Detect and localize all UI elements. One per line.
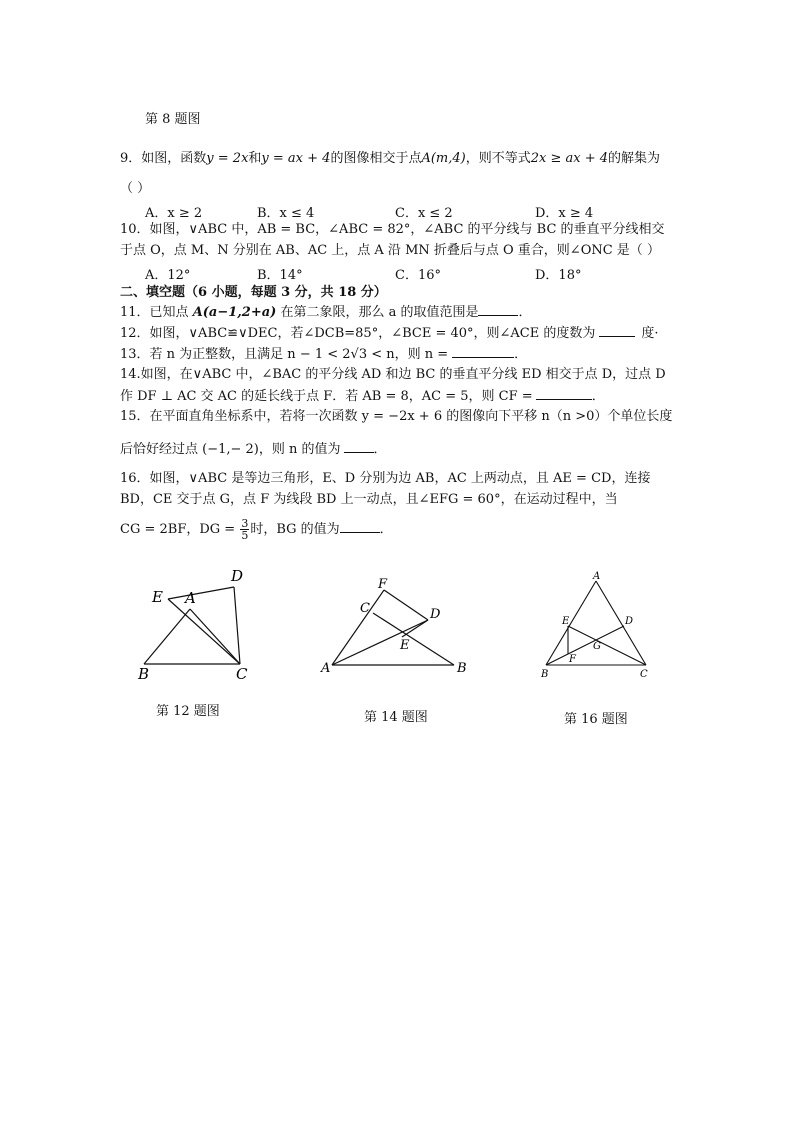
q16-blank[interactable] — [340, 520, 380, 533]
fig14-label-c: C — [360, 601, 370, 616]
q16-line1: 16．如图，∨ABC 是等边三角形，E、D 分别为边 AB，AC 上两动点，且 AE = CD，连接 — [120, 471, 651, 486]
fig14-label-a: A — [321, 661, 331, 676]
fig12-caption: 第 12 题图 — [156, 704, 220, 719]
fig14-seg-ad — [332, 620, 428, 665]
fig16-caption: 第 16 题图 — [564, 712, 628, 727]
fig16-label-f: F — [569, 654, 576, 665]
fig12-seg-ac — [190, 609, 240, 664]
fig12-label-e: E — [152, 588, 163, 606]
q10-choice-c: C．16° — [395, 268, 441, 283]
q13-blank[interactable] — [452, 345, 514, 358]
q12: 12．如图，∨ABC≌∨DEC，若∠DCB=85°，∠BCE = 40°，则∠ACE 的度数为 度· — [120, 326, 659, 341]
fig14-seg-cb — [373, 613, 454, 665]
q10-choice-d: D．18° — [535, 268, 582, 283]
q16-fraction: $\frac{3}{5}$ — [241, 517, 249, 542]
q9-choice-b: B．x ≤ 4 — [257, 206, 315, 221]
fig16-label-e: E — [562, 616, 570, 627]
q13: 13．若 n 为正整数，且满足 n − 1 < 2√3 < n，则 n = ． — [120, 347, 528, 362]
fig12-seg-ec — [168, 599, 240, 664]
q10-choice-b: B．14° — [257, 268, 303, 283]
fig12-label-a: A — [185, 589, 196, 607]
fig12-label-d: D — [231, 567, 244, 585]
section2-heading: 二、填空题（6 小题，每题 3 分，共 18 分） — [120, 285, 387, 300]
q12-blank[interactable] — [599, 324, 635, 337]
q15-line2: 后恰好经过点 (−1,− 2)，则 n 的值为 ． — [120, 442, 387, 457]
q14-line2: 作 DF ⊥ AC 交 AC 的延长线于点 F．若 AB = 8，AC = 5，则 CF = ． — [120, 389, 605, 404]
fig14-caption: 第 14 题图 — [364, 710, 428, 725]
q16-line2: BD，CE 交于点 G，点 F 为线段 BD 上一动点，且∠EFG = 60°，在运动过程中，当 — [120, 492, 618, 507]
q11-blank[interactable] — [478, 303, 518, 316]
fig14-label-d: D — [430, 607, 441, 622]
fig16-label-a: A — [593, 571, 601, 582]
q9-choice-c: C．x ≤ 2 — [395, 206, 453, 221]
q9-choice-d: D．x ≥ 4 — [535, 206, 594, 221]
q15-blank[interactable] — [344, 440, 374, 453]
fig14-seg-fd — [384, 590, 428, 620]
fig16-label-c: C — [640, 669, 648, 680]
fig16-diagram — [536, 565, 656, 680]
fig12-label-c: C — [236, 665, 248, 683]
q16-line3: CG = 2BF，DG = $\frac{3}{5}$ 时，BG 的值为 ． — [120, 517, 393, 542]
q11: 11．已知点 A(a−1,2+a) 在第二象限，那么 a 的取值范围是 ． — [120, 305, 532, 320]
fig12-diagram — [130, 565, 260, 683]
fig14-label-e: E — [400, 638, 410, 653]
q9-stem: 9．如图，函数y = 2x和y = ax + 4的图像相交于点A(m,4)，则不等式2x ≥ ax + 4的解集为 — [120, 151, 661, 166]
fig12-seg-ba — [144, 609, 190, 664]
fig12-seg-dc — [234, 587, 240, 664]
fig14-seg-af — [332, 590, 384, 665]
q9-choice-a: A．x ≥ 2 — [145, 206, 203, 221]
fig14-label-f: F — [378, 577, 388, 592]
q9-answer-paren: （ ） — [120, 181, 151, 196]
fig8-caption: 第 8 题图 — [145, 112, 201, 127]
fig14-label-b: B — [457, 661, 467, 676]
q15-line1: 15．在平面直角坐标系中，若将一次函数 y = −2x + 6 的图像向下平移 n（n >0）个单位长度 — [120, 409, 673, 424]
fig12-seg-ed — [168, 587, 234, 599]
fig16-label-b: B — [541, 669, 549, 680]
q10-line1: 10．如图，∨ABC 中，AB = BC，∠ABC = 82°，∠ABC 的平分线与 BC 的垂直平分线相交 — [120, 222, 665, 237]
q14-line1: 14.如图，在∨ABC 中，∠BAC 的平分线 AD 和边 BC 的垂直平分线 ED 相交于点 D，过点 D — [120, 367, 666, 382]
fig16-label-d: D — [625, 616, 634, 627]
fig14-seg-de — [402, 620, 428, 637]
q14-blank[interactable] — [536, 387, 592, 400]
q10-choice-a: A．12° — [145, 268, 191, 283]
fig12-label-b: B — [138, 665, 150, 683]
q10-line2: 于点 O，点 M、N 分别在 AB、AC 上，点 A 沿 MN 折叠后与点 O 重合，则∠ONC 是（ ） — [120, 243, 660, 258]
fig14-diagram — [318, 575, 468, 675]
fig16-label-g: G — [593, 641, 601, 652]
